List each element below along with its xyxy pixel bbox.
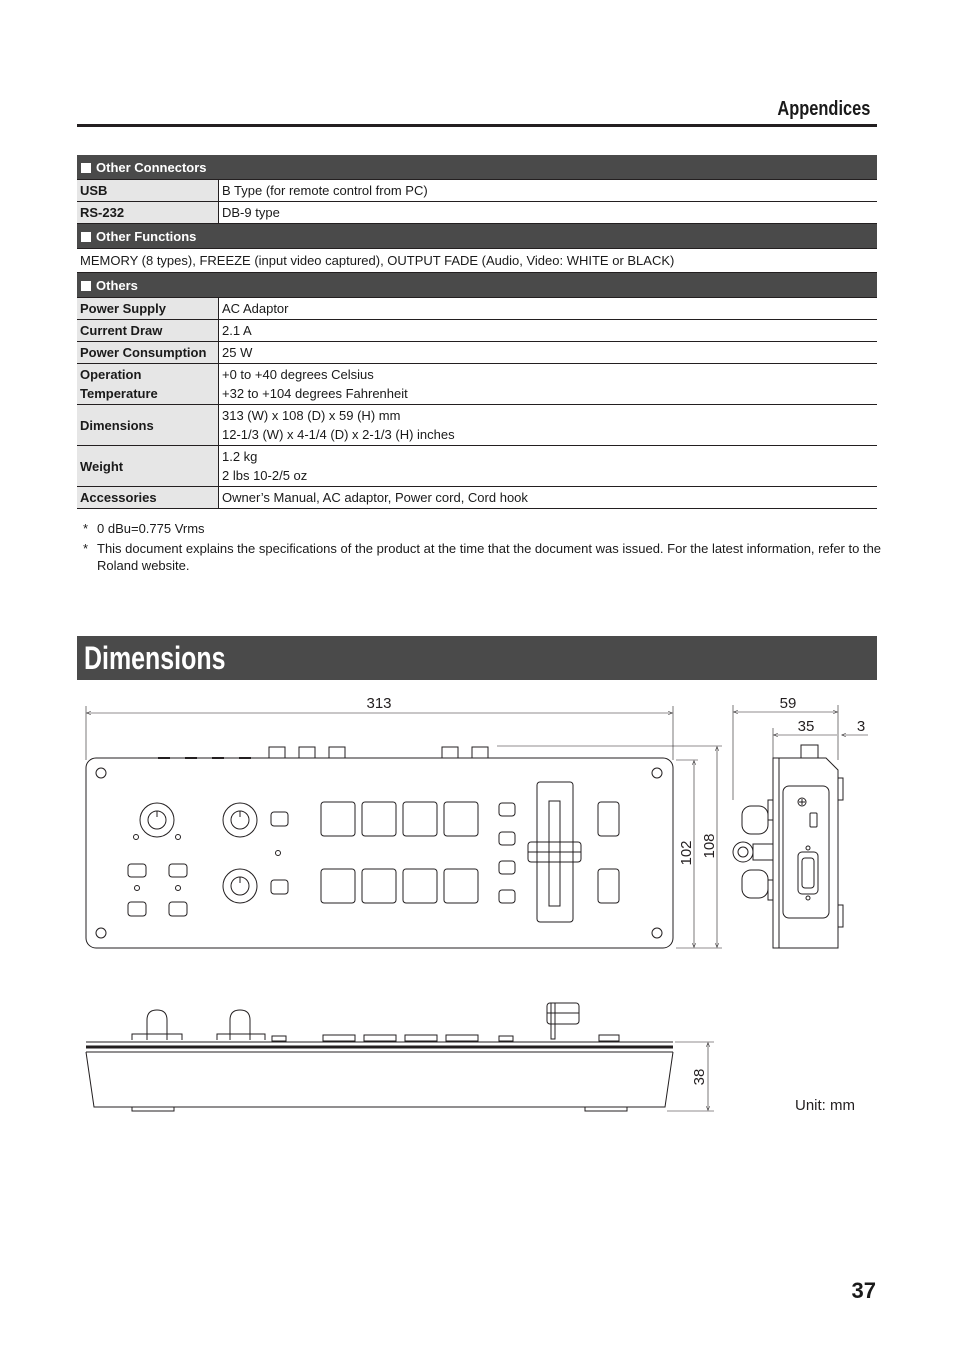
spec-label: Accessories — [77, 487, 219, 509]
spec-value: B Type (for remote control from PC) — [219, 180, 878, 202]
spec-value: Owner’s Manual, AC adaptor, Power cord, Cord hook — [219, 487, 878, 509]
spec-value: AC Adaptor — [219, 298, 878, 320]
fader-icon — [528, 782, 581, 922]
side-offset-label: 3 — [856, 718, 866, 735]
spec-label-line: Operation — [80, 367, 142, 382]
spec-value-line: 12-1/3 (W) x 4-1/4 (D) x 2-1/3 (H) inches — [222, 427, 455, 442]
spec-label: Current Draw — [77, 320, 219, 342]
spec-value: DB-9 type — [219, 202, 878, 224]
spec-label-line: Temperature — [80, 386, 158, 401]
unit-label: Unit: mm — [795, 1097, 855, 1114]
spec-label: Dimensions — [77, 405, 219, 446]
spec-label: Power Supply — [77, 298, 219, 320]
front-height-label: 38 — [691, 1068, 708, 1086]
footnote-text: This document explains the specifications of the product at the time that the document was issued. For the latest information, refer to the Roland website. — [97, 541, 882, 573]
side-view — [733, 695, 868, 948]
page-number: 37 — [851, 1278, 876, 1303]
spec-value: MEMORY (8 types), FREEZE (input video captured), OUTPUT FADE (Audio, Video: WHITE or BLACK) — [77, 249, 877, 273]
spec-label: Weight — [77, 446, 219, 487]
footnote-text: 0 dBu=0.775 Vrms — [97, 521, 205, 536]
dimensions-title: Dimensions — [84, 640, 226, 676]
footnote-marker: * — [83, 521, 89, 536]
front-view — [86, 1003, 714, 1111]
spec-value-line: 2 lbs 10-2/5 oz — [222, 468, 308, 483]
spec-value-line: 313 (W) x 108 (D) x 59 (H) mm — [222, 408, 401, 423]
spec-label: Power Consumption — [77, 342, 219, 364]
spec-value-line: +0 to +40 degrees Celsius — [222, 367, 374, 382]
knob-icon — [223, 803, 257, 837]
knob-icon — [223, 869, 257, 903]
spec-label: USB — [77, 180, 219, 202]
knob-icon — [134, 803, 181, 840]
spec-value-line: +32 to +104 degrees Fahrenheit — [222, 386, 408, 401]
height-label: 59 — [779, 695, 797, 712]
depth-outer-label: 108 — [701, 833, 718, 859]
spec-value: 25 W — [219, 342, 878, 364]
front-body-outline — [86, 1052, 673, 1107]
top-panel-outline — [86, 758, 673, 948]
spec-label: RS-232 — [77, 202, 219, 224]
spec-value: 2.1 A — [219, 320, 878, 342]
spec-value-line: 1.2 kg — [222, 449, 258, 464]
side-depth-label: 35 — [797, 718, 815, 735]
top-view — [86, 695, 722, 948]
footnote-marker: * — [83, 541, 89, 556]
running-header: Appendices — [777, 98, 870, 120]
depth-inner-label: 102 — [678, 840, 695, 866]
section-heading: Other Connectors — [96, 159, 207, 175]
section-heading: Others — [96, 277, 138, 293]
section-heading: Other Functions — [96, 228, 197, 244]
width-label: 313 — [366, 695, 392, 712]
